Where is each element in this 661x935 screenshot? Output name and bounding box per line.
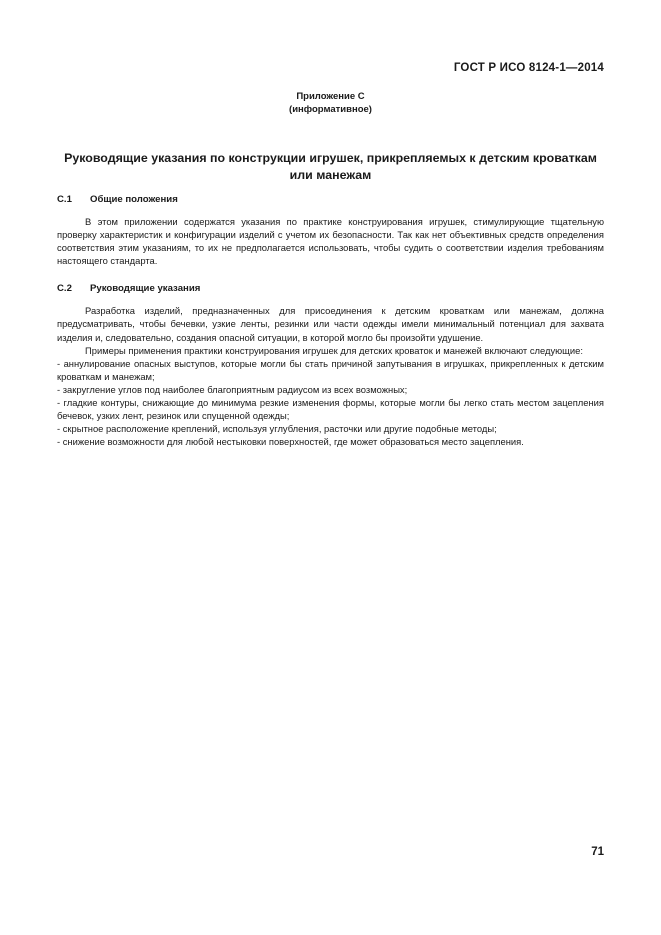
- guidance-list: [57, 357, 604, 449]
- paragraph-c2-2: Примеры применения практики конструирования игрушек для детских кроваток и манежей включают следующие:: [85, 344, 583, 356]
- list-item: - скрытное расположение креплений, используя углубления, расточки или другие подобные методы;: [57, 423, 497, 435]
- page-number: 71: [591, 846, 604, 858]
- clause-heading-c2: [57, 282, 604, 295]
- list-item: - аннулирование опасных выступов, которые могли бы стать причиной запутывания в игрушках, прикрепленных к детским кроваткам и манежам;: [57, 357, 604, 382]
- document-body: [57, 193, 604, 448]
- list-item: - гладкие контуры, снижающие до минимума резкие изменения формы, которые могли бы легко стать местом зацепления бечевок, узких лент, резинок или спущенной одежды;: [57, 397, 604, 422]
- annex-title: Руководящие указания по конструкции игрушек, прикрепляемых к детским кроваткам или манежам: [64, 151, 597, 182]
- annex-type: (информативное): [289, 104, 372, 115]
- clause-heading-c1: [57, 193, 604, 206]
- clause-number-c2: C.2: [57, 283, 72, 295]
- list-item: - закругление углов под наиболее благоприятным радиусом из всех возможных;: [57, 383, 408, 395]
- annex-label: Приложение С: [296, 91, 365, 102]
- paragraph-c2-1: Разработка изделий, предназначенных для присоединения к детским кроваткам или манежам, должна предусматривать, чтобы бечевки, узкие ленты, резинки или части одежды имели минимальный потенциал для захвата изделия и, следовательно, создания опасной ситуации, в которой могло бы произойти удушение.: [57, 305, 604, 343]
- clause-title-c2: Руководящие указания: [90, 283, 201, 295]
- paragraph-c1-1: В этом приложении содержатся указания по практике конструирования игрушек, стимулирующие тщательную проверку характеристик и конфигурации изделий с учетом их безопасности. Так как нет объективных средств определения соответствия этим указаниям, то их не предполагается использовать, чтобы судить о соответствии изделия требованиям настоящего стандарта.: [57, 216, 604, 267]
- clause-number-c1: C.1: [57, 194, 72, 205]
- annex-caption: [0, 90, 661, 116]
- list-item: - снижение возможности для любой нестыковки поверхностей, где может образоваться место зацепления.: [57, 436, 524, 448]
- clause-title-c1: Общие положения: [90, 194, 178, 205]
- document-header-standard-id: ГОСТ Р ИСО 8124-1—2014: [453, 62, 604, 74]
